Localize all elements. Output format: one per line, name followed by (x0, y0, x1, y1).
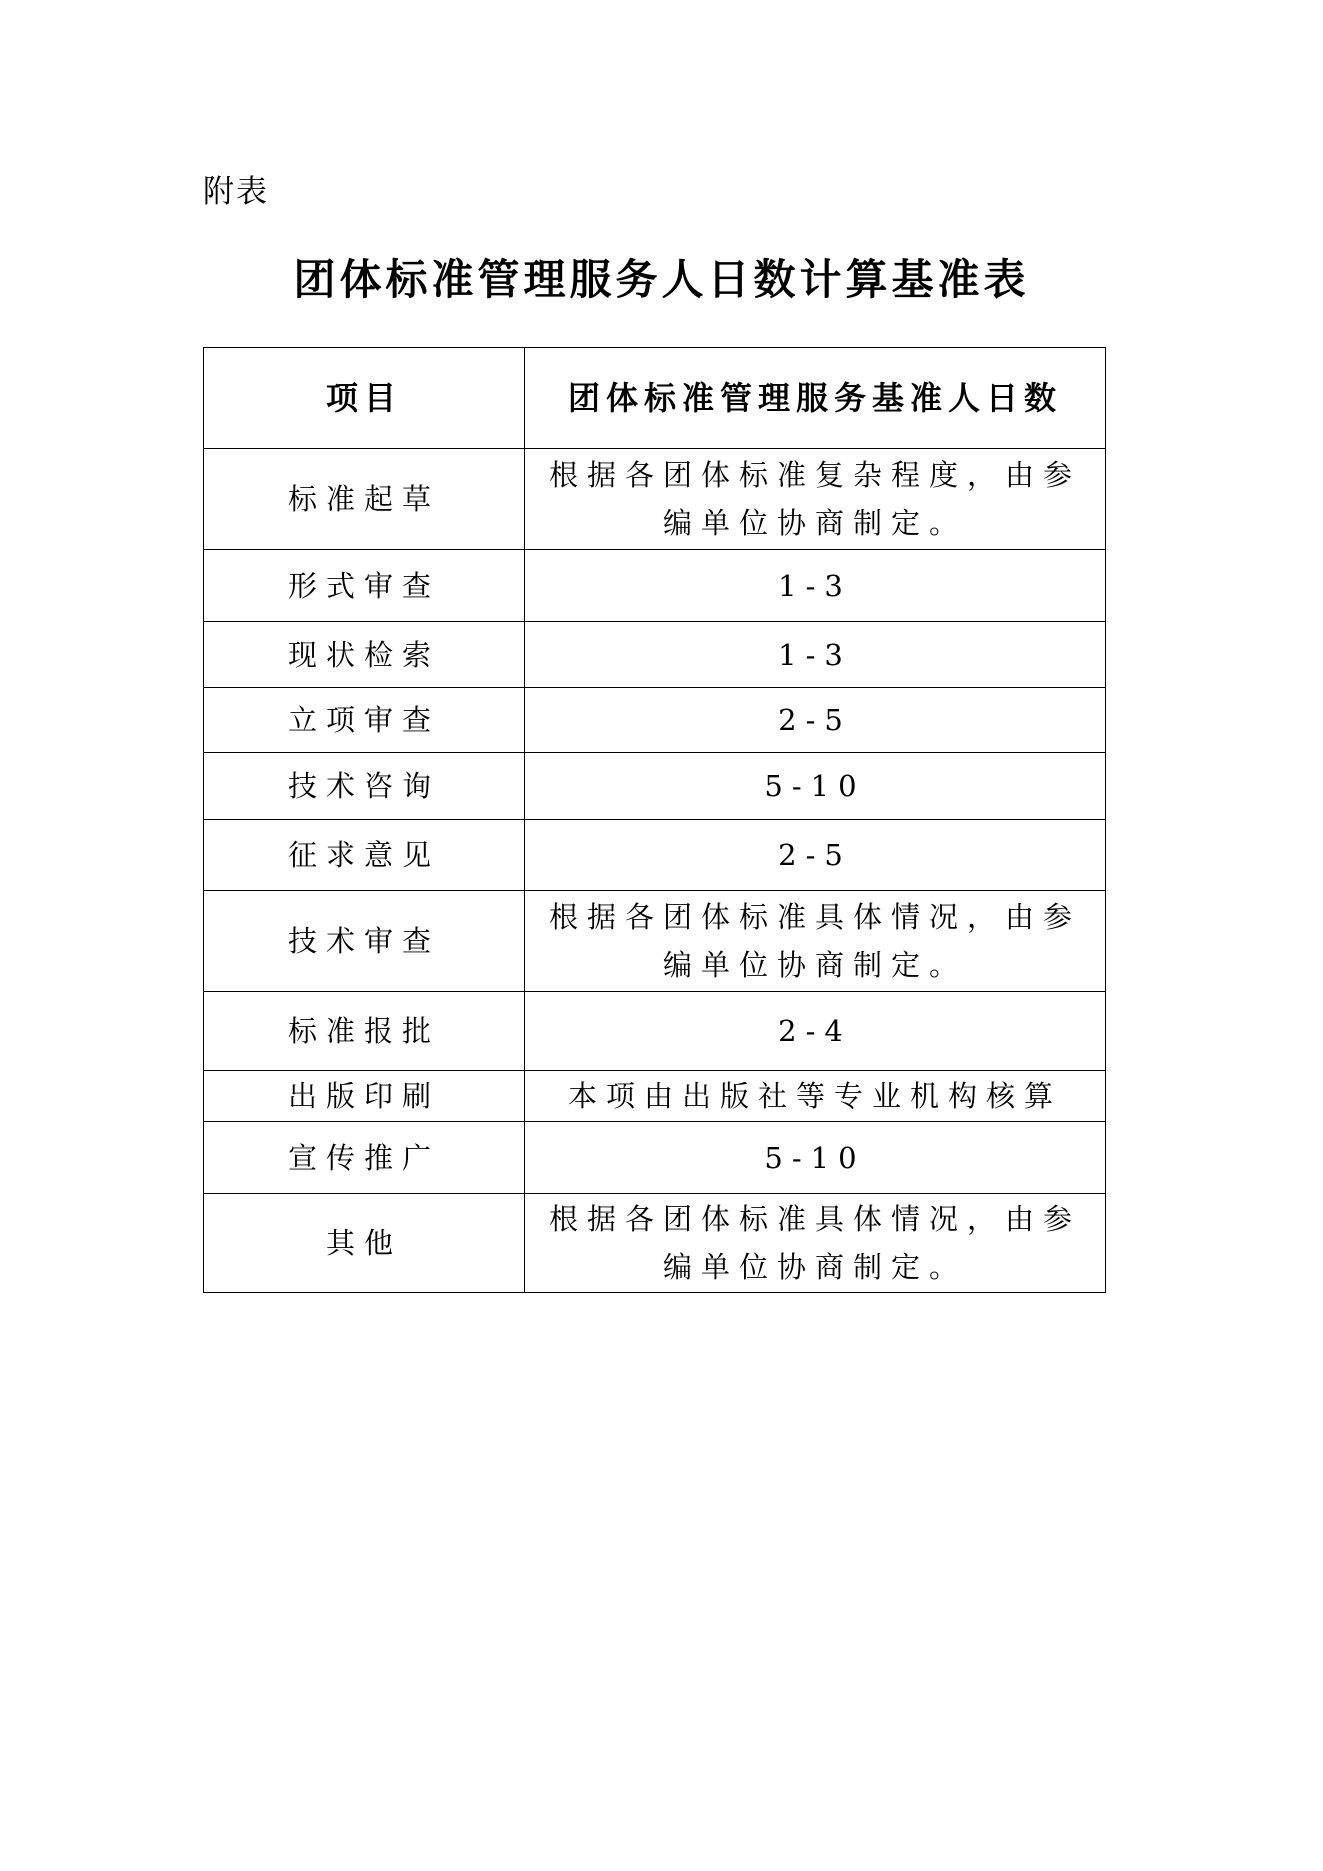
row-value: 1-3 (525, 622, 1106, 688)
table-row (204, 992, 1106, 1071)
table-row (204, 449, 1106, 550)
table-row (204, 1071, 1106, 1122)
row-item: 标准起草 (204, 449, 525, 550)
row-item: 形式审查 (204, 550, 525, 622)
table-row (204, 891, 1106, 992)
row-item: 出版印刷 (204, 1071, 525, 1122)
table-row (204, 622, 1106, 688)
table-row (204, 688, 1106, 753)
appendix-label: 附表 (203, 174, 269, 210)
table-row (204, 1122, 1106, 1194)
row-value: 根据各团体标准具体情况，由参编单位协商制定。 (525, 891, 1106, 992)
row-item: 其他 (204, 1194, 525, 1293)
row-value: 本项由出版社等专业机构核算 (525, 1071, 1106, 1122)
header-person-days: 团体标准管理服务基准人日数 (525, 348, 1106, 449)
row-value: 2-5 (525, 688, 1106, 753)
header-item: 项目 (204, 348, 525, 449)
document-title: 团体标准管理服务人日数计算基准表 (293, 255, 1030, 304)
row-value: 5-10 (525, 753, 1106, 820)
row-item: 宣传推广 (204, 1122, 525, 1194)
row-value: 1-3 (525, 550, 1106, 622)
table-row (204, 820, 1106, 891)
standard-table (203, 347, 1106, 1293)
row-value: 根据各团体标准复杂程度，由参编单位协商制定。 (525, 449, 1106, 550)
row-value: 2-5 (525, 820, 1106, 891)
row-item: 标准报批 (204, 992, 525, 1071)
row-value: 5-10 (525, 1122, 1106, 1194)
table-row (204, 1194, 1106, 1293)
row-value: 根据各团体标准具体情况，由参编单位协商制定。 (525, 1194, 1106, 1293)
row-item: 技术审查 (204, 891, 525, 992)
row-item: 立项审查 (204, 688, 525, 753)
row-value: 2-4 (525, 992, 1106, 1071)
table-row (204, 753, 1106, 820)
table-header-row (204, 348, 1106, 449)
row-item: 技术咨询 (204, 753, 525, 820)
row-item: 现状检索 (204, 622, 525, 688)
row-item: 征求意见 (204, 820, 525, 891)
table-row (204, 550, 1106, 622)
